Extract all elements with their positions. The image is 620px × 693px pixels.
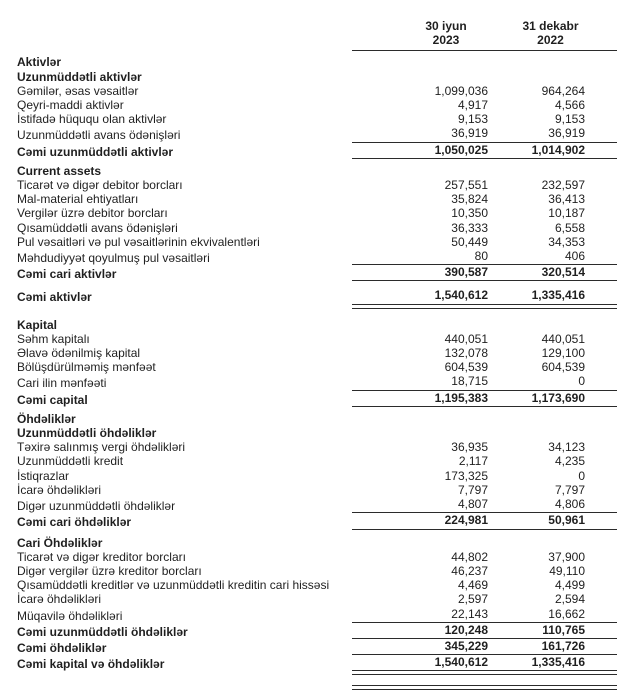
value-30-iyun-2023: 1,195,383 [434, 390, 488, 405]
table-row [0, 206, 620, 220]
row-label: Cəmi uzunmüddətli aktivlər [17, 144, 174, 159]
value-31-dekabr-2022: 406 [564, 249, 585, 264]
row-label: Aktivlər [17, 55, 62, 70]
row-label: Öhdəliklər [17, 411, 76, 426]
row-values [352, 655, 617, 671]
table-row [0, 469, 620, 483]
value-30-iyun-2023: 1,540,612 [434, 655, 488, 670]
row-values [352, 249, 617, 265]
column-header-period-1-month: 30 iyun [425, 19, 467, 33]
row-label: Cari ilin mənfəəti [17, 376, 107, 391]
row-label: Təxirə salınmış vergi öhdəlikləri [17, 440, 186, 455]
value-30-iyun-2023: 257,551 [444, 178, 488, 193]
value-30-iyun-2023: 10,350 [451, 206, 488, 221]
table-row [0, 454, 620, 468]
column-header-period-2-year: 2022 [537, 33, 564, 48]
row-label: İstiqrazlar [17, 468, 70, 483]
row-values [352, 265, 617, 281]
value-31-dekabr-2022: 6,558 [554, 220, 585, 235]
row-label: Cəmi capital [17, 392, 88, 407]
column-header-period-1 [352, 19, 488, 47]
value-31-dekabr-2022: 49,110 [549, 563, 585, 578]
header-columns [352, 19, 617, 51]
row-label: Qısamüddətli avans ödənişləri [17, 220, 178, 235]
row-values [352, 391, 617, 407]
row-label: İstifadə hüququ olan aktivlər [17, 112, 167, 127]
row-values [352, 578, 617, 592]
table-row [0, 98, 620, 112]
value-31-dekabr-2022: 9,153 [554, 112, 585, 127]
row-label: Uzunmüddətli avans ödənişləri [17, 128, 181, 143]
value-30-iyun-2023: 390,587 [444, 265, 488, 280]
table-header [0, 19, 620, 51]
table-row [0, 607, 620, 623]
value-30-iyun-2023: 1,050,025 [434, 142, 488, 157]
row-label: Cari Öhdəliklər [17, 535, 103, 550]
row-values [352, 623, 617, 639]
value-30-iyun-2023: 36,919 [451, 126, 488, 141]
table-row [0, 550, 620, 564]
table-row [0, 235, 620, 249]
row-label: Müqavilə öhdəlikləri [17, 608, 123, 623]
value-31-dekabr-2022: 1,173,690 [531, 390, 585, 405]
row-label: İcarə öhdəlikləri [17, 482, 102, 497]
value-31-dekabr-2022: 1,014,902 [531, 142, 585, 157]
row-values [352, 178, 617, 192]
column-header-period-2 [488, 19, 585, 47]
value-30-iyun-2023: 46,237 [451, 563, 488, 578]
value-31-dekabr-2022: 129,100 [541, 346, 585, 361]
table-row [0, 126, 620, 142]
row-label: Uzunmüddətli kredit [17, 454, 124, 469]
row-label: Qısamüddətli kreditlər və uzunmüddətli kreditin cari hissəsi [17, 578, 330, 593]
value-31-dekabr-2022: 7,797 [554, 482, 585, 497]
value-30-iyun-2023: 4,469 [457, 578, 488, 593]
row-label: Cəmi uzunmüddətli öhdəliklər [17, 624, 188, 639]
row-values [352, 374, 617, 390]
table-row [0, 497, 620, 513]
section-heading-row [0, 412, 620, 426]
row-label: Digər vergilər üzrə kreditor borcları [17, 563, 202, 578]
row-values [352, 346, 617, 360]
row-label: Cəmi kapital və öhdəliklər [17, 657, 165, 672]
value-31-dekabr-2022: 4,806 [554, 497, 585, 512]
row-values [352, 454, 617, 468]
row-label: İcarə öhdəlikləri [17, 592, 102, 607]
row-label: Səhm kapitalı [17, 331, 90, 346]
row-values [352, 639, 617, 655]
value-31-dekabr-2022: 36,413 [548, 192, 585, 207]
value-30-iyun-2023: 440,051 [444, 331, 488, 346]
row-label: Digər uzunmüddətli öhdəliklər [17, 499, 176, 514]
row-label: Gəmilər, əsas vəsaitlər [17, 83, 139, 98]
row-values [352, 607, 617, 623]
value-31-dekabr-2022: 0 [578, 468, 585, 483]
row-values [352, 426, 617, 440]
value-31-dekabr-2022: 232,597 [541, 178, 585, 193]
value-30-iyun-2023: 2,117 [458, 454, 488, 469]
row-values [352, 55, 617, 69]
value-30-iyun-2023: 345,229 [444, 638, 488, 653]
value-30-iyun-2023: 50,449 [451, 234, 488, 249]
value-31-dekabr-2022: 161,726 [541, 638, 585, 653]
row-values [352, 206, 617, 220]
row-label: Cəmi cari aktivlər [17, 267, 117, 282]
table-row [0, 288, 620, 304]
row-values [352, 164, 617, 178]
section-heading-row [0, 426, 620, 440]
row-values [352, 332, 617, 346]
row-label: Mal-material ehtiyatları [17, 192, 139, 207]
value-30-iyun-2023: 7,797 [457, 482, 488, 497]
value-31-dekabr-2022: 1,335,416 [531, 655, 585, 670]
table-row [0, 592, 620, 606]
row-values [352, 70, 617, 84]
row-label: Cəmi aktivlər [17, 290, 92, 305]
closing-double-rule [352, 685, 617, 690]
value-31-dekabr-2022: 0 [578, 374, 585, 389]
section-heading-row [0, 536, 620, 550]
value-30-iyun-2023: 1,540,612 [434, 288, 488, 303]
row-values [352, 440, 617, 454]
row-values [352, 497, 617, 513]
value-31-dekabr-2022: 34,353 [548, 234, 585, 249]
value-31-dekabr-2022: 1,335,416 [531, 288, 585, 303]
section-heading-row [0, 70, 620, 84]
value-30-iyun-2023: 4,917 [457, 98, 488, 113]
value-30-iyun-2023: 36,935 [451, 440, 488, 455]
table-row [0, 265, 620, 281]
row-label: Əlavə ödənilmiş kapital [17, 346, 141, 361]
row-values [352, 536, 617, 550]
row-label: Uzunmüddətli öhdəliklər [17, 426, 157, 441]
row-label: Uzunmüddətli aktivlər [17, 69, 142, 84]
table-row [0, 143, 620, 159]
table-row [0, 639, 620, 655]
row-values [352, 98, 617, 112]
value-31-dekabr-2022: 34,123 [548, 440, 585, 455]
row-label: Bölüşdürülməmiş mənfəət [17, 360, 156, 375]
row-values [352, 221, 617, 235]
table-row [0, 346, 620, 360]
row-label: Ticarət və digər debitor borcları [17, 178, 183, 193]
row-values [352, 235, 617, 249]
value-31-dekabr-2022: 50,961 [548, 513, 585, 528]
statement-rows [0, 55, 620, 671]
value-30-iyun-2023: 44,802 [451, 549, 488, 564]
row-values [352, 592, 617, 606]
value-31-dekabr-2022: 4,499 [554, 578, 585, 593]
value-30-iyun-2023: 35,824 [451, 192, 488, 207]
table-row [0, 374, 620, 390]
column-header-period-2-month: 31 dekabr [522, 19, 579, 33]
value-30-iyun-2023: 9,153 [457, 112, 488, 127]
section-heading-row [0, 55, 620, 69]
row-values [352, 469, 617, 483]
value-31-dekabr-2022: 36,919 [548, 126, 585, 141]
row-label: Cəmi öhdəliklər [17, 640, 107, 655]
value-31-dekabr-2022: 37,900 [548, 549, 585, 564]
value-31-dekabr-2022: 110,765 [542, 622, 585, 637]
value-30-iyun-2023: 18,715 [451, 374, 488, 389]
row-label: Cəmi cari öhdəliklər [17, 515, 132, 530]
table-row [0, 178, 620, 192]
value-31-dekabr-2022: 2,594 [554, 592, 585, 607]
row-values [352, 143, 617, 159]
row-label: Qeyri-maddi aktivlər [17, 98, 124, 113]
column-header-period-1-year: 2023 [432, 33, 460, 48]
row-values [352, 513, 617, 529]
section-heading-row [0, 164, 620, 178]
row-values [352, 288, 617, 304]
table-row [0, 513, 620, 529]
table-row [0, 360, 620, 374]
table-row [0, 440, 620, 454]
value-31-dekabr-2022: 964,264 [541, 83, 585, 98]
row-label: Vergilər üzrə debitor borcları [17, 206, 168, 221]
value-31-dekabr-2022: 10,187 [548, 206, 585, 221]
row-values [352, 360, 617, 374]
value-30-iyun-2023: 120,248 [444, 622, 488, 637]
row-values [352, 84, 617, 98]
value-30-iyun-2023: 224,981 [444, 513, 488, 528]
value-31-dekabr-2022: 604,539 [541, 360, 585, 375]
row-values [352, 112, 617, 126]
row-label: Pul vəsaitləri və pul vəsaitlərinin ekvivalentləri [17, 234, 260, 249]
value-30-iyun-2023: 173,325 [444, 468, 488, 483]
value-31-dekabr-2022: 16,662 [548, 606, 585, 621]
value-30-iyun-2023: 4,807 [457, 497, 488, 512]
table-row [0, 221, 620, 235]
row-label: Məhdudiyyət qoyulmuş pul vəsaitləri [17, 251, 210, 266]
row-label: Current assets [17, 163, 102, 178]
value-30-iyun-2023: 36,333 [451, 220, 488, 235]
row-values [352, 126, 617, 142]
row-values [352, 412, 617, 426]
table-row [0, 391, 620, 407]
row-values [352, 564, 617, 578]
value-31-dekabr-2022: 4,235 [554, 454, 585, 469]
value-30-iyun-2023: 132,078 [444, 346, 488, 361]
table-row [0, 483, 620, 497]
value-31-dekabr-2022: 320,514 [541, 265, 585, 280]
table-row [0, 192, 620, 206]
table-row [0, 623, 620, 639]
value-31-dekabr-2022: 4,566 [554, 98, 585, 113]
value-30-iyun-2023: 80 [474, 249, 488, 264]
value-30-iyun-2023: 22,143 [451, 606, 488, 621]
value-30-iyun-2023: 1,099,036 [434, 83, 488, 98]
table-row [0, 564, 620, 578]
table-row [0, 249, 620, 265]
table-row [0, 84, 620, 98]
row-values [352, 318, 617, 332]
row-label: Ticarət və digər kreditor borcları [17, 549, 186, 564]
section-heading-row [0, 318, 620, 332]
table-row [0, 332, 620, 346]
value-30-iyun-2023: 2,597 [457, 592, 488, 607]
row-values [352, 192, 617, 206]
row-values [352, 483, 617, 497]
table-row [0, 112, 620, 126]
row-values [352, 550, 617, 564]
row-label: Kapital [17, 317, 58, 332]
value-31-dekabr-2022: 440,051 [541, 331, 585, 346]
table-row [0, 578, 620, 592]
table-row [0, 655, 620, 671]
value-30-iyun-2023: 604,539 [444, 360, 488, 375]
